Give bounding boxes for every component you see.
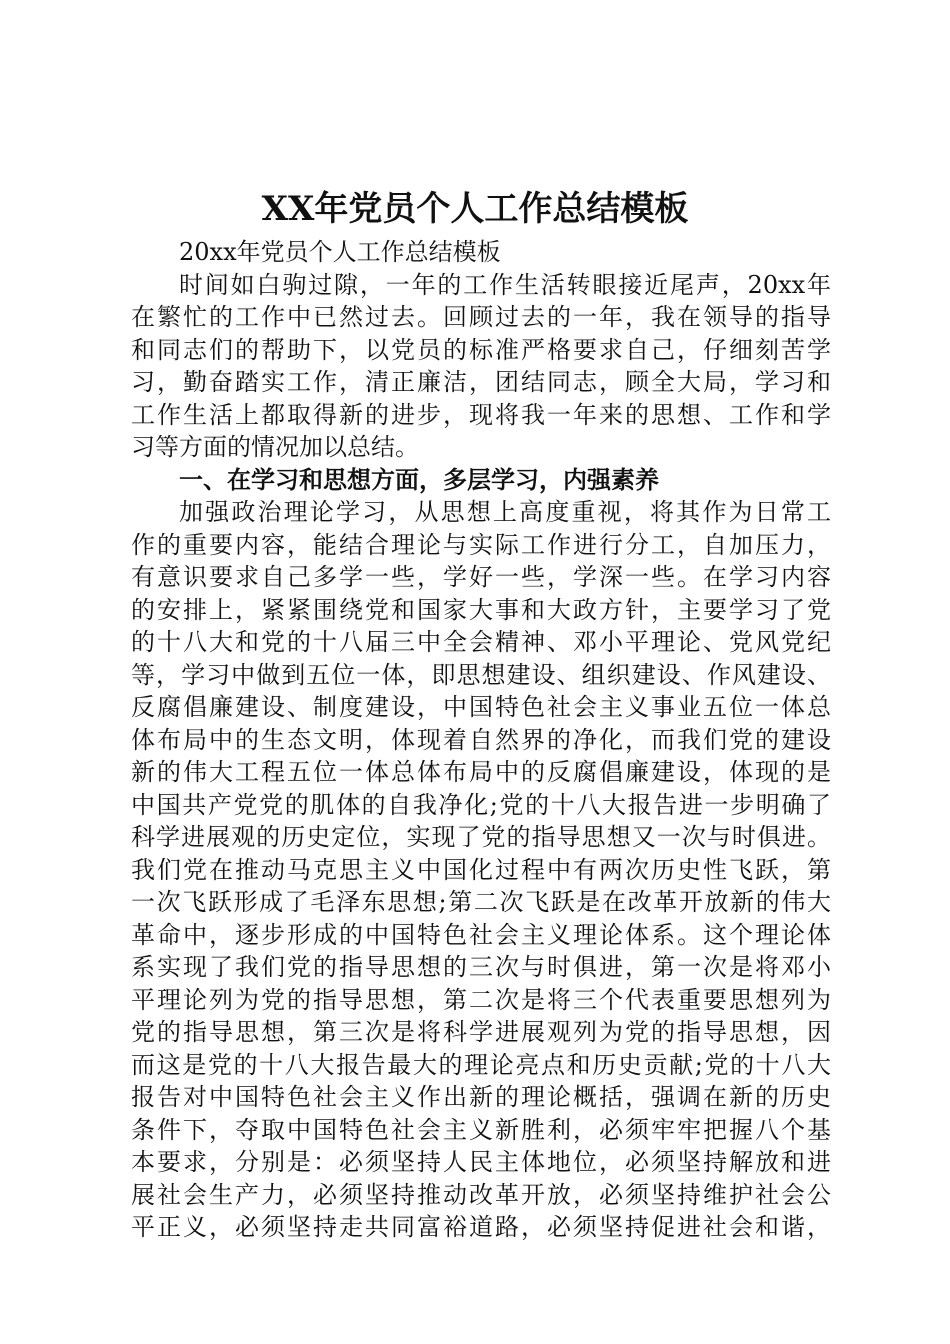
paragraph-line: 党的指导思想，第三次是将科学进展观列为党的指导思想，因 <box>131 1018 831 1046</box>
paragraph-line: 加强政治理论学习，从思想上高度重视，将其作为日常工 <box>179 498 831 526</box>
paragraph-line: 等，学习中做到五位一体，即思想建设、组织建设、作风建设、 <box>131 660 831 689</box>
paragraph-line: 本要求，分别是：必须坚持人民主体地位，必须坚持解放和进 <box>131 1148 831 1176</box>
paragraph-line: 习，勤奋踏实工作，清正廉洁，团结同志，顾全大局，学习和 <box>131 368 831 396</box>
paragraph-line: 习等方面的情况加以总结。 <box>131 433 419 461</box>
paragraph-line: 作的重要内容，能结合理论与实际工作进行分工，自加压力， <box>131 530 831 559</box>
paragraph-line: 的安排上，紧紧围绕党和国家大事和大政方针，主要学习了党 <box>131 595 831 624</box>
paragraph-line: 工作生活上都取得新的进步，现将我一年来的思想、工作和学 <box>131 400 831 429</box>
paragraph-line: 在繁忙的工作中已然过去。回顾过去的一年，我在领导的指导 <box>131 303 831 331</box>
section-heading: 一、在学习和思想方面，多层学习，内强素养 <box>179 464 659 494</box>
paragraph-line: 而这是党的十八大报告最大的理论亮点和历史贡献;党的十八大 <box>131 1050 831 1079</box>
document-body <box>131 236 831 1244</box>
paragraph-line: 平正义，必须坚持走共同富裕道路，必须坚持促进社会和谐， <box>131 1213 831 1241</box>
paragraph-line: 革命中，逐步形成的中国特色社会主义理论体系。这个理论体 <box>131 920 831 949</box>
paragraph-line: 新的伟大工程五位一体总体布局中的反腐倡廉建设，体现的是 <box>131 758 831 786</box>
paragraph-line: 反腐倡廉建设、制度建设，中国特色社会主义事业五位一体总 <box>131 693 831 721</box>
paragraph-line: 展社会生产力，必须坚持推动改革开放，必须坚持维护社会公 <box>131 1180 831 1209</box>
paragraph-line: 和同志们的帮助下，以党员的标准严格要求自己，仔细刻苦学 <box>131 335 831 364</box>
paragraph-line: 体布局中的生态文明，体现着自然界的净化，而我们党的建设 <box>131 725 831 754</box>
paragraph-line: 中国共产党党的肌体的自我净化;党的十八大报告进一步明确了 <box>131 790 831 819</box>
paragraph-line: 20xx年党员个人工作总结模板 <box>179 238 501 266</box>
paragraph-line: 我们党在推动马克思主义中国化过程中有两次历史性飞跃，第 <box>131 855 831 884</box>
paragraph-line: 报告对中国特色社会主义作出新的理论概括，强调在新的历史 <box>131 1083 831 1111</box>
paragraph-line: 时间如白驹过隙，一年的工作生活转眼接近尾声，20xx年 <box>179 270 831 299</box>
paragraph-line: 条件下，夺取中国特色社会主义新胜利，必须牢牢把握八个基 <box>131 1115 831 1144</box>
document-title: XX年党员个人工作总结模板 <box>261 189 689 229</box>
paragraph-line: 科学进展观的历史定位，实现了党的指导思想又一次与时俱进。 <box>131 823 831 851</box>
paragraph-line: 平理论列为党的指导思想，第二次是将三个代表重要思想列为 <box>131 985 831 1014</box>
paragraph-line: 一次飞跃形成了毛泽东思想;第二次飞跃是在改革开放新的伟大 <box>131 888 831 916</box>
paragraph-line: 的十八大和党的十八届三中全会精神、邓小平理论、党风党纪 <box>131 628 831 656</box>
paragraph-line: 有意识要求自己多学一些，学好一些，学深一些。在学习内容 <box>131 563 831 591</box>
paragraph-line: 系实现了我们党的指导思想的三次与时俱进，第一次是将邓小 <box>131 953 831 981</box>
